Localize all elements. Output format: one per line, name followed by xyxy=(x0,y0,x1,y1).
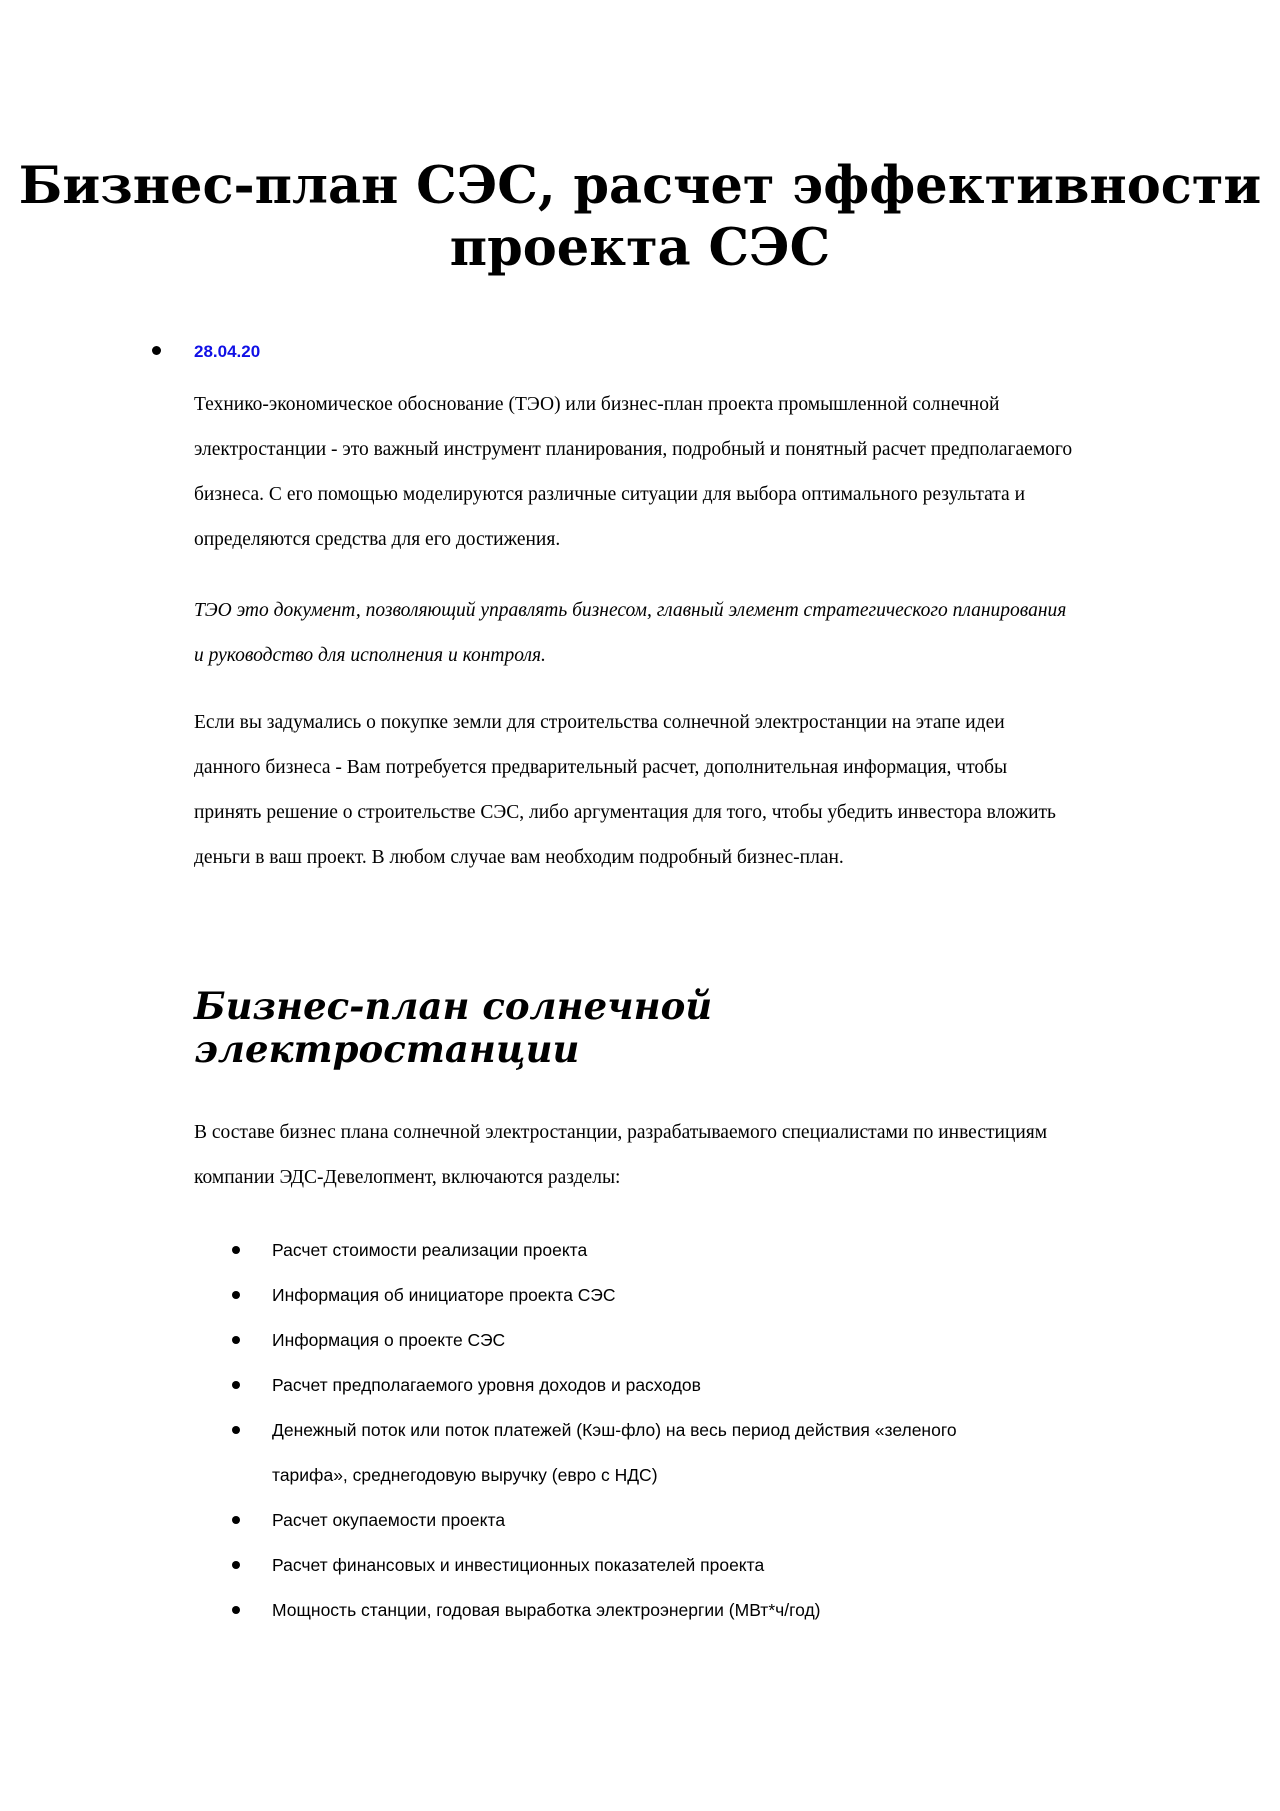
list-item xyxy=(272,1318,1032,1363)
list-item xyxy=(272,1543,1032,1588)
list-item-label: Расчет предполагаемого уровня доходов и расходов xyxy=(272,1375,701,1395)
list-item xyxy=(272,1408,1032,1498)
list-item xyxy=(272,1588,1032,1633)
date-link[interactable]: 28.04.20 xyxy=(194,342,261,361)
bullet-icon xyxy=(232,1561,240,1569)
list-item-label: Информация о проекте СЭС xyxy=(272,1330,506,1350)
date-bullet xyxy=(152,346,161,355)
list-item-label: Расчет окупаемости проекта xyxy=(272,1510,506,1530)
bullet-icon xyxy=(232,1291,240,1299)
bullet-icon xyxy=(232,1381,240,1389)
sections-list xyxy=(0,1228,1280,1633)
intro-paragraph: Технико-экономическое обоснование (ТЭО) или бизнес-план проекта промышленной солнечной электростанции - это важный инструмент планирования, подробный и понятный расчет предполагаемого бизнеса. С его помощью моделируются различные ситуации для выбора оптимального результата и определяются средства для его достижения. xyxy=(194,394,1073,550)
section-intro-paragraph: В составе бизнес плана солнечной электростанции, разрабатываемого специалистами по инвестициям компании ЭДС-Девелопмент, включаются разделы: xyxy=(194,1122,1048,1188)
list-item xyxy=(272,1228,1032,1273)
list-item-label: Расчет финансовых и инвестиционных показателей проекта xyxy=(272,1555,765,1575)
list-item-label: Расчет стоимости реализации проекта xyxy=(272,1240,588,1260)
bullet-icon xyxy=(232,1606,240,1614)
bullet-icon xyxy=(232,1336,240,1344)
italic-quote-paragraph: ТЭО это документ, позволяющий управлять бизнесом, главный элемент стратегического планирования и руководство для исполнения и контроля. xyxy=(194,600,1067,666)
list-item-label: Информация об инициаторе проекта СЭС xyxy=(272,1285,616,1305)
list-item xyxy=(272,1363,1032,1408)
purchase-paragraph: Если вы задумались о покупке земли для строительства солнечной электростанции на этапе идеи данного бизнеса - Вам потребуется предварительный расчет, дополнительная информация, чтобы принять решение о строительстве СЭС, либо аргументация для того, чтобы убедить инвестора вложить деньги в ваш проект. В любом случае вам необходим подробный бизнес-план. xyxy=(194,712,1056,868)
list-item xyxy=(272,1498,1032,1543)
bullet-icon xyxy=(232,1516,240,1524)
list-item-label: Мощность станции, годовая выработка электроэнергии (МВт*ч/год) xyxy=(272,1600,821,1620)
list-item-label: Денежный поток или поток платежей (Кэш-фло) на весь период действия «зеленого тарифа», среднегодовую выручку (евро с НДС) xyxy=(272,1420,957,1485)
list-item xyxy=(272,1273,1032,1318)
page-title: Бизнес-план СЭС, расчет эффективности проекта СЭС xyxy=(18,156,1262,278)
bullet-icon xyxy=(232,1426,240,1434)
bullet-icon xyxy=(232,1246,240,1254)
section-heading: Бизнес-план солнечной электростанции xyxy=(194,984,713,1071)
